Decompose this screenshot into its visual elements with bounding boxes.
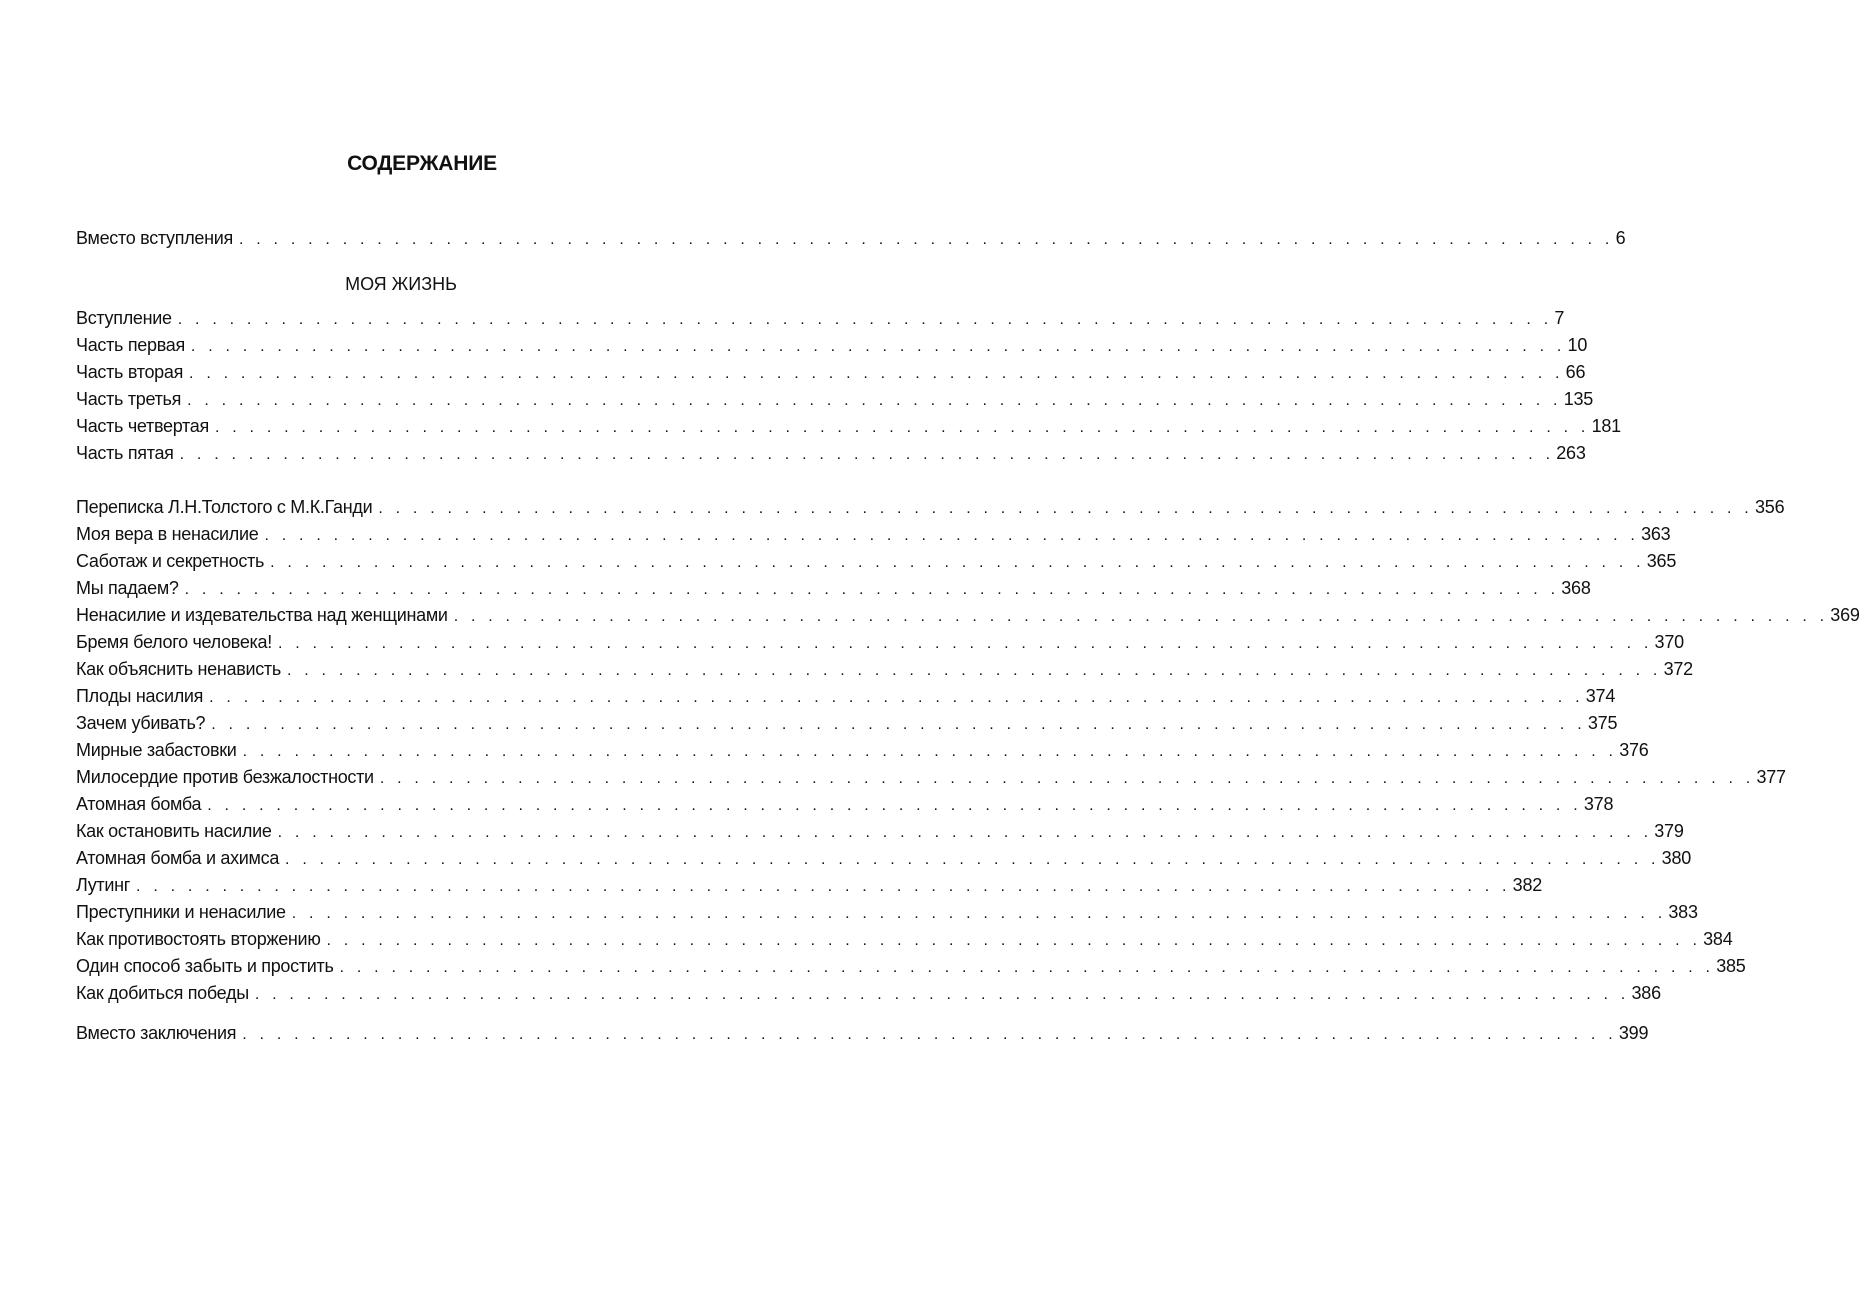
toc-dot-leader: . . . . . . . . . . . . . . . . . . . . . . . . . . . . . . . . . . . . . . . . . . . . . . . . . . . . . . . . . . . . . . . . . . . . . . . . . . . . . . . . bbox=[179, 446, 1555, 463]
toc-entry-page-number: 384 bbox=[1703, 929, 1733, 949]
toc-dot-leader: . . . . . . . . . . . . . . . . . . . . . . . . . . . . . . . . . . . . . . . . . . . . . . . . . . . . . . . . . . . . . . . . . . . . . . . . . . . . . . . . bbox=[453, 608, 1829, 625]
toc-entry-page-number: 372 bbox=[1663, 659, 1693, 679]
toc-entry-page-number: 135 bbox=[1563, 389, 1594, 409]
toc-entry bbox=[76, 899, 1698, 926]
toc-entry bbox=[76, 764, 1786, 791]
toc-entry bbox=[76, 710, 1618, 737]
toc-entry-label: Один способ забыть и простить bbox=[76, 956, 334, 976]
toc-entry bbox=[76, 845, 1692, 872]
toc-entry-label: Вступление bbox=[76, 308, 172, 328]
toc-entry-label: Как остановить насилие bbox=[76, 821, 272, 841]
toc-intro-block bbox=[76, 225, 1626, 252]
toc-dot-leader: . . . . . . . . . . . . . . . . . . . . . . . . . . . . . . . . . . . . . . . . . . . . . . . . . . . . . . . . . . . . . . . . . . . . . . . . . . . . . . . . bbox=[136, 878, 1511, 895]
toc-entry-label: Атомная бомба и ахимса bbox=[76, 848, 280, 868]
toc-dot-leader: . . . . . . . . . . . . . . . . . . . . . . . . . . . . . . . . . . . . . . . . . . . . . . . . . . . . . . . . . . . . . . . . . . . . . . . . . . . . . . . . bbox=[286, 662, 1662, 679]
toc-dot-leader: . . . . . . . . . . . . . . . . . . . . . . . . . . . . . . . . . . . . . . . . . . . . . . . . . . . . . . . . . . . . . . . . . . . . . . . . . . . . . . . . bbox=[189, 365, 1564, 382]
toc-entry-page-number: 374 bbox=[1585, 686, 1616, 706]
page-title: СОДЕРЖАНИЕ bbox=[347, 152, 497, 175]
toc-entry-label: Как противостоять вторжению bbox=[76, 929, 321, 949]
toc-entry bbox=[76, 386, 1594, 413]
toc-entry bbox=[76, 359, 1586, 386]
toc-entry bbox=[76, 926, 1733, 953]
toc-entry bbox=[76, 791, 1614, 818]
toc-entry-page-number: 66 bbox=[1565, 362, 1586, 382]
toc-entry bbox=[76, 1020, 1649, 1047]
toc-entry bbox=[76, 548, 1677, 575]
toc-entry bbox=[76, 332, 1588, 359]
toc-entry bbox=[76, 818, 1684, 845]
toc-dot-leader: . . . . . . . . . . . . . . . . . . . . . . . . . . . . . . . . . . . . . . . . . . . . . . . . . . . . . . . . . . . . . . . . . . . . . . . . . . . . . . . . bbox=[207, 797, 1582, 814]
toc-entry-page-number: 375 bbox=[1587, 713, 1618, 733]
toc-dot-leader: . . . . . . . . . . . . . . . . . . . . . . . . . . . . . . . . . . . . . . . . . . . . . . . . . . . . . . . . . . . . . . . . . . . . . . . . . . . . . . . . bbox=[211, 716, 1586, 733]
toc-dot-leader: . . . . . . . . . . . . . . . . . . . . . . . . . . . . . . . . . . . . . . . . . . . . . . . . . . . . . . . . . . . . . . . . . . . . . . . . . . . . . . . . bbox=[209, 689, 1584, 706]
toc-entry bbox=[76, 629, 1684, 656]
toc-articles-block bbox=[76, 494, 1860, 1007]
toc-entry bbox=[76, 413, 1621, 440]
toc-entry-label: Моя вера в ненасилие bbox=[76, 524, 259, 544]
toc-entry-label: Как объяснить ненависть bbox=[76, 659, 281, 679]
toc-dot-leader: . . . . . . . . . . . . . . . . . . . . . . . . . . . . . . . . . . . . . . . . . . . . . . . . . . . . . . . . . . . . . . . . . . . . . . . . . . . . . . . . bbox=[187, 392, 1562, 409]
toc-entry bbox=[76, 980, 1661, 1007]
toc-entry-page-number: 363 bbox=[1641, 524, 1671, 544]
toc-entry-page-number: 377 bbox=[1756, 767, 1786, 787]
toc-dot-leader: . . . . . . . . . . . . . . . . . . . . . . . . . . . . . . . . . . . . . . . . . . . . . . . . . . . . . . . . . . . . . . . . . . . . . . . . . . . . . . . . bbox=[242, 743, 1618, 760]
toc-dot-leader: . . . . . . . . . . . . . . . . . . . . . . . . . . . . . . . . . . . . . . . . . . . . . . . . . . . . . . . . . . . . . . . . . . . . . . . . . . . . . . . . bbox=[238, 231, 1614, 248]
toc-entry bbox=[76, 872, 1543, 899]
toc-entry-page-number: 382 bbox=[1512, 875, 1543, 895]
toc-dot-leader: . . . . . . . . . . . . . . . . . . . . . . . . . . . . . . . . . . . . . . . . . . . . . . . . . . . . . . . . . . . . . . . . . . . . . . . . . . . . . . . . bbox=[190, 338, 1566, 355]
toc-entry-page-number: 263 bbox=[1556, 443, 1586, 463]
toc-entry-page-number: 365 bbox=[1646, 551, 1677, 571]
toc-entry bbox=[76, 494, 1785, 521]
toc-dot-leader: . . . . . . . . . . . . . . . . . . . . . . . . . . . . . . . . . . . . . . . . . . . . . . . . . . . . . . . . . . . . . . . . . . . . . . . . . . . . . . . . bbox=[378, 500, 1753, 517]
toc-entry-label: Милосердие против безжалостности bbox=[76, 767, 374, 787]
toc-entry-label: Зачем убивать? bbox=[76, 713, 206, 733]
section-heading: МОЯ ЖИЗНЬ bbox=[345, 274, 457, 294]
toc-entry-label: Мы падаем? bbox=[76, 578, 179, 598]
toc-end-block bbox=[76, 1020, 1649, 1047]
toc-entry-label: Вместо вступления bbox=[76, 228, 233, 248]
toc-entry-label: Часть пятая bbox=[76, 443, 174, 463]
toc-entry bbox=[76, 440, 1586, 467]
toc-entry-page-number: 10 bbox=[1567, 335, 1588, 355]
toc-entry-label: Часть вторая bbox=[76, 362, 184, 382]
toc-entry-label: Часть четвертая bbox=[76, 416, 209, 436]
toc-entry-page-number: 376 bbox=[1619, 740, 1649, 760]
toc-entry bbox=[76, 602, 1860, 629]
toc-dot-leader: . . . . . . . . . . . . . . . . . . . . . . . . . . . . . . . . . . . . . . . . . . . . . . . . . . . . . . . . . . . . . . . . . . . . . . . . . . . . . . . . bbox=[285, 851, 1660, 868]
toc-dot-leader: . . . . . . . . . . . . . . . . . . . . . . . . . . . . . . . . . . . . . . . . . . . . . . . . . . . . . . . . . . . . . . . . . . . . . . . . . . . . . . . . bbox=[339, 959, 1715, 976]
toc-entry-page-number: 356 bbox=[1754, 497, 1785, 517]
toc-dot-leader: . . . . . . . . . . . . . . . . . . . . . . . . . . . . . . . . . . . . . . . . . . . . . . . . . . . . . . . . . . . . . . . . . . . . . . . . . . . . . . . . bbox=[254, 986, 1630, 1003]
toc-dot-leader: . . . . . . . . . . . . . . . . . . . . . . . . . . . . . . . . . . . . . . . . . . . . . . . . . . . . . . . . . . . . . . . . . . . . . . . . . . . . . . . . bbox=[277, 824, 1653, 841]
toc-entry-page-number: 380 bbox=[1661, 848, 1692, 868]
toc-entry-label: Переписка Л.Н.Толстого с М.К.Ганди bbox=[76, 497, 373, 517]
toc-entry-page-number: 385 bbox=[1716, 956, 1746, 976]
toc-dot-leader: . . . . . . . . . . . . . . . . . . . . . . . . . . . . . . . . . . . . . . . . . . . . . . . . . . . . . . . . . . . . . . . . . . . . . . . . . . . . . . . . bbox=[379, 770, 1755, 787]
toc-entry-page-number: 370 bbox=[1654, 632, 1684, 652]
toc-dot-leader: . . . . . . . . . . . . . . . . . . . . . . . . . . . . . . . . . . . . . . . . . . . . . . . . . . . . . . . . . . . . . . . . . . . . . . . . . . . . . . . . bbox=[277, 635, 1653, 652]
toc-entry-page-number: 6 bbox=[1615, 228, 1626, 248]
toc-entry-label: Бремя белого человека! bbox=[76, 632, 272, 652]
toc-entry-label: Лутинг bbox=[76, 875, 131, 895]
toc-entry bbox=[76, 225, 1626, 252]
toc-entry-label: Ненасилие и издевательства над женщинами bbox=[76, 605, 448, 625]
toc-entry-page-number: 181 bbox=[1591, 416, 1621, 436]
toc-entry-page-number: 7 bbox=[1554, 308, 1565, 328]
toc-entry bbox=[76, 575, 1591, 602]
toc-dot-leader: . . . . . . . . . . . . . . . . . . . . . . . . . . . . . . . . . . . . . . . . . . . . . . . . . . . . . . . . . . . . . . . . . . . . . . . . . . . . . . . . bbox=[270, 554, 1645, 571]
toc-entry-page-number: 369 bbox=[1830, 605, 1860, 625]
toc-entry-page-number: 399 bbox=[1618, 1023, 1649, 1043]
toc-life-block bbox=[76, 305, 1621, 467]
toc-dot-leader: . . . . . . . . . . . . . . . . . . . . . . . . . . . . . . . . . . . . . . . . . . . . . . . . . . . . . . . . . . . . . . . . . . . . . . . . . . . . . . . . bbox=[326, 932, 1702, 949]
toc-entry-page-number: 378 bbox=[1583, 794, 1614, 814]
toc-entry bbox=[76, 305, 1565, 332]
toc-entry-page-number: 379 bbox=[1654, 821, 1684, 841]
toc-entry-label: Саботаж и секретность bbox=[76, 551, 265, 571]
toc-entry bbox=[76, 737, 1649, 764]
toc-dot-leader: . . . . . . . . . . . . . . . . . . . . . . . . . . . . . . . . . . . . . . . . . . . . . . . . . . . . . . . . . . . . . . . . . . . . . . . . . . . . . . . . bbox=[242, 1026, 1617, 1043]
toc-entry-label: Мирные забастовки bbox=[76, 740, 237, 760]
toc-entry bbox=[76, 656, 1693, 683]
toc-entry bbox=[76, 953, 1746, 980]
toc-dot-leader: . . . . . . . . . . . . . . . . . . . . . . . . . . . . . . . . . . . . . . . . . . . . . . . . . . . . . . . . . . . . . . . . . . . . . . . . . . . . . . . . bbox=[214, 419, 1590, 436]
toc-entry-page-number: 383 bbox=[1668, 902, 1698, 922]
toc-entry bbox=[76, 683, 1616, 710]
toc-entry-label: Часть третья bbox=[76, 389, 182, 409]
toc-entry-label: Вместо заключения bbox=[76, 1023, 237, 1043]
toc-entry-page-number: 386 bbox=[1631, 983, 1661, 1003]
toc-entry-page-number: 368 bbox=[1561, 578, 1591, 598]
toc-dot-leader: . . . . . . . . . . . . . . . . . . . . . . . . . . . . . . . . . . . . . . . . . . . . . . . . . . . . . . . . . . . . . . . . . . . . . . . . . . . . . . . . bbox=[177, 311, 1553, 328]
toc-entry-label: Как добиться победы bbox=[76, 983, 249, 1003]
toc-dot-leader: . . . . . . . . . . . . . . . . . . . . . . . . . . . . . . . . . . . . . . . . . . . . . . . . . . . . . . . . . . . . . . . . . . . . . . . . . . . . . . . . bbox=[264, 527, 1640, 544]
toc-entry bbox=[76, 521, 1671, 548]
toc-entry-label: Часть первая bbox=[76, 335, 185, 355]
toc-entry-label: Преступники и ненасилие bbox=[76, 902, 286, 922]
toc-dot-leader: . . . . . . . . . . . . . . . . . . . . . . . . . . . . . . . . . . . . . . . . . . . . . . . . . . . . . . . . . . . . . . . . . . . . . . . . . . . . . . . . bbox=[291, 905, 1667, 922]
toc-dot-leader: . . . . . . . . . . . . . . . . . . . . . . . . . . . . . . . . . . . . . . . . . . . . . . . . . . . . . . . . . . . . . . . . . . . . . . . . . . . . . . . . bbox=[184, 581, 1560, 598]
toc-entry-label: Плоды насилия bbox=[76, 686, 204, 706]
toc-entry-label: Атомная бомба bbox=[76, 794, 202, 814]
